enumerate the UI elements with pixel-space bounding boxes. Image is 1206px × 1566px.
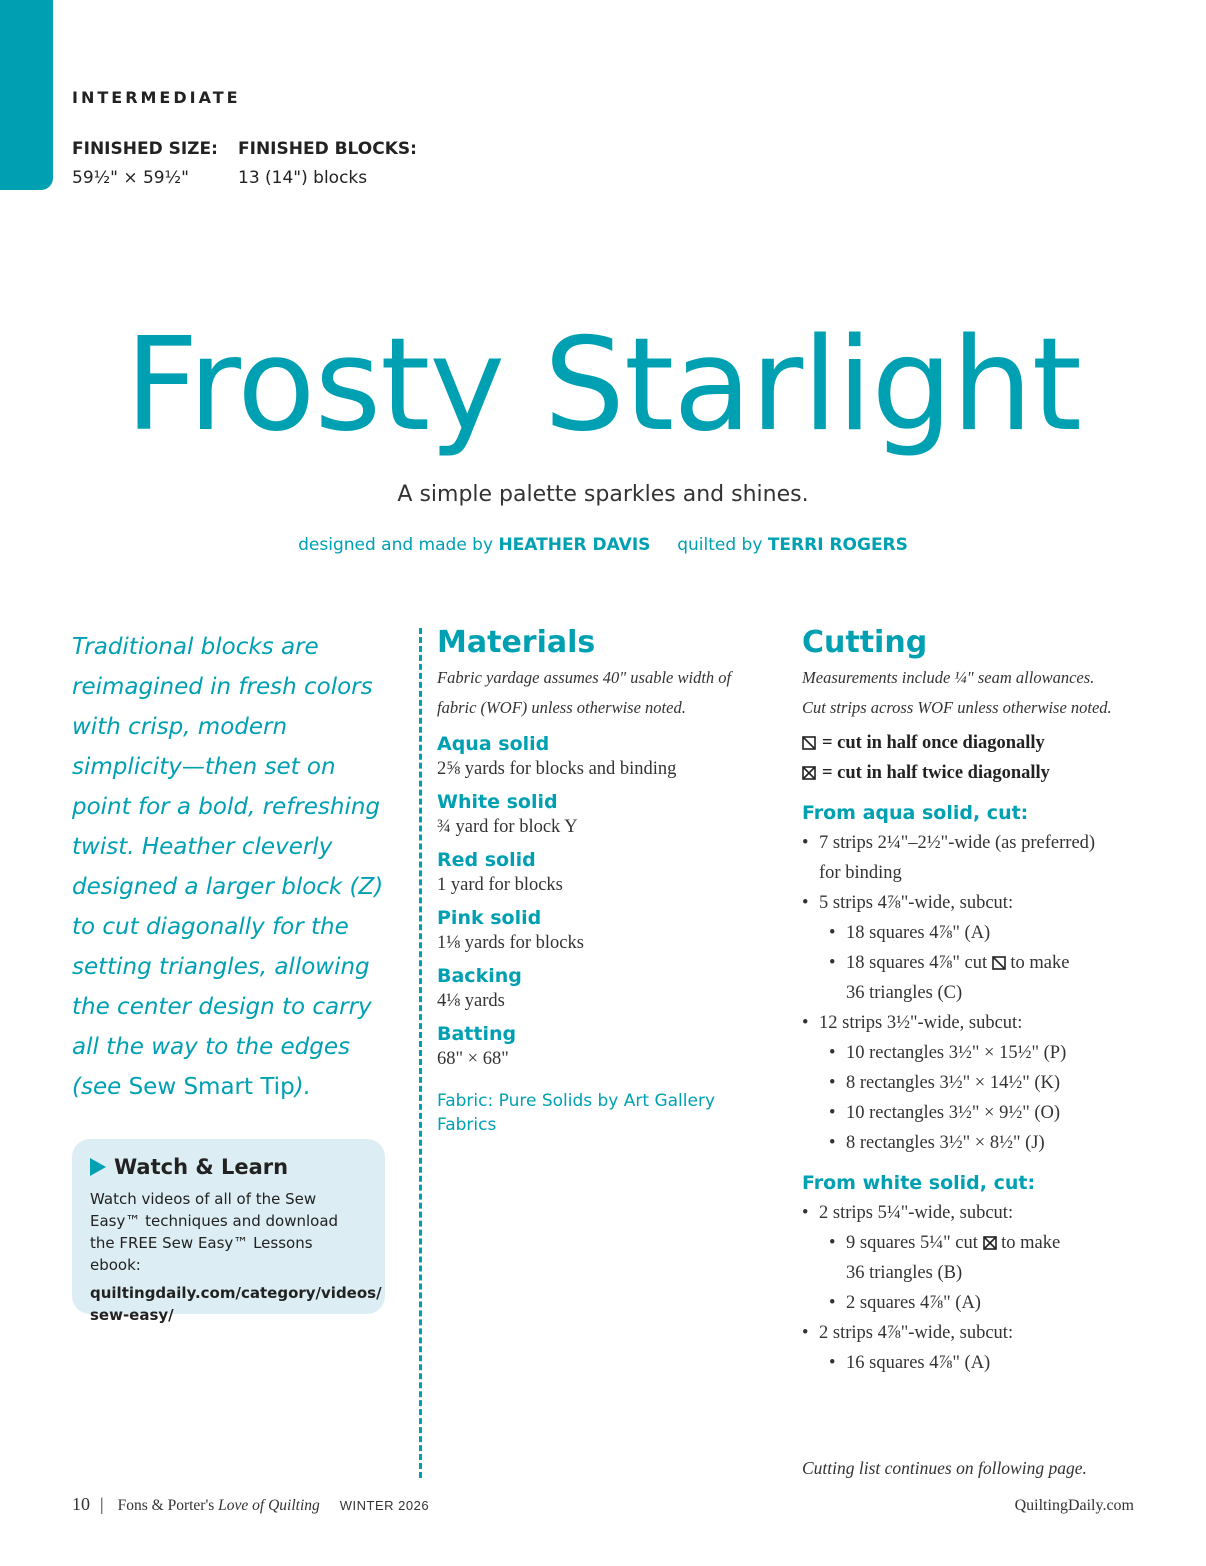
material-item xyxy=(437,905,767,955)
watch-link[interactable]: quiltingdaily.com/category/videos/ sew-easy/ xyxy=(90,1284,382,1324)
white-cut-heading: From white solid, cut: xyxy=(802,1172,1036,1194)
material-item xyxy=(437,789,767,839)
intro-body: Traditional blocks are reimagined in fresh colors with crisp, modern simplicity—then set on point for a bold, refreshing twist. Heather cleverly designed a larger block (Z) to cut diagonally for the setting triangles, allowing the center design to carry all the way to the edges (see xyxy=(72,634,384,1100)
skill-level: INTERMEDIATE xyxy=(72,88,241,107)
list-item: 36 triangles (C) xyxy=(846,983,963,1003)
material-quantity: ¾ yard for block Y xyxy=(437,817,578,837)
pattern-subtitle: A simple palette sparkles and shines. xyxy=(397,482,809,507)
aqua-cut-list xyxy=(802,828,1162,1158)
legend-once xyxy=(802,728,1162,758)
material-quantity: 4⅛ yards xyxy=(437,991,505,1011)
materials-heading: Materials xyxy=(437,625,596,660)
list-item: • 7 strips 2¼"–2½"-wide (as preferred) xyxy=(802,828,1162,858)
column-divider xyxy=(419,628,422,1478)
cutting-note-1: Measurements include ¼" seam allowances. xyxy=(802,668,1095,687)
pattern-title: Frosty Starlight xyxy=(125,311,1081,460)
designer-name: HEATHER DAVIS xyxy=(498,535,651,555)
credits xyxy=(0,535,1206,555)
list-item: 36 triangles (B) xyxy=(846,1263,963,1283)
half-square-once-icon xyxy=(992,956,1006,970)
list-item-text: to make xyxy=(1010,953,1070,973)
finished-size-value: 59½" × 59½" xyxy=(72,168,189,188)
list-item: • 10 rectangles 3½" × 15½" (P) xyxy=(802,1038,1162,1068)
magazine-prefix: Fons & Porter's xyxy=(117,1497,215,1514)
finished-size-label: FINISHED SIZE: xyxy=(72,139,218,159)
corner-tab xyxy=(0,0,53,190)
cutting-heading: Cutting xyxy=(802,625,928,660)
material-item xyxy=(437,731,767,781)
footer-separator: | xyxy=(100,1494,104,1514)
list-item xyxy=(802,1228,1162,1258)
material-item xyxy=(437,1021,767,1071)
quarter-square-twice-icon xyxy=(802,766,816,780)
material-name: Batting xyxy=(437,1023,517,1045)
legend-twice-text: = cut in half twice diagonally xyxy=(822,763,1050,783)
aqua-cut-heading: From aqua solid, cut: xyxy=(802,802,1029,824)
page-footer xyxy=(72,1494,1134,1515)
cutting-column xyxy=(802,623,1162,1378)
finished-blocks-value: 13 (14") blocks xyxy=(238,168,368,188)
legend-once-text: = cut in half once diagonally xyxy=(822,733,1045,753)
list-item: • 18 squares 4⅞" (A) xyxy=(802,918,1162,948)
watch-and-learn-callout xyxy=(72,1139,385,1324)
quarter-square-twice-icon xyxy=(983,1236,997,1250)
finished-blocks-label: FINISHED BLOCKS: xyxy=(238,139,417,159)
material-item xyxy=(437,963,767,1013)
legend-twice xyxy=(802,758,1162,788)
issue-label: WINTER 2026 xyxy=(339,1498,430,1513)
material-name: White solid xyxy=(437,791,558,813)
finished-size xyxy=(72,139,218,188)
intro-text xyxy=(72,627,397,1107)
finished-blocks xyxy=(238,139,417,188)
watch-header xyxy=(90,1155,367,1179)
list-item-text: 18 squares 4⅞" cut xyxy=(846,953,988,973)
continues-note: Cutting list continues on following page. xyxy=(802,1458,1087,1478)
white-cut-list xyxy=(802,1198,1162,1378)
material-name: Backing xyxy=(437,965,522,987)
materials-note: Fabric yardage assumes 40" usable width of fabric (WOF) unless otherwise noted. xyxy=(437,668,732,717)
designed-prefix: designed and made by xyxy=(298,535,494,555)
list-item: • 12 strips 3½"-wide, subcut: xyxy=(802,1008,1162,1038)
material-quantity: 1⅛ yards for blocks xyxy=(437,933,584,953)
materials-column xyxy=(437,623,767,1137)
list-item: for binding xyxy=(819,863,902,883)
material-name: Red solid xyxy=(437,849,536,871)
intro-close: ). xyxy=(294,1074,311,1100)
list-item: • 8 rectangles 3½" × 14½" (K) xyxy=(802,1068,1162,1098)
material-item xyxy=(437,847,767,897)
watch-title: Watch & Learn xyxy=(114,1155,289,1179)
list-item xyxy=(802,948,1162,978)
page-number: 10 xyxy=(72,1494,90,1514)
material-quantity: 68" × 68" xyxy=(437,1049,509,1069)
list-item: • 2 squares 4⅞" (A) xyxy=(802,1288,1162,1318)
watch-body: Watch videos of all of the Sew Easy™ techniques and download the FREE Sew Easy™ Lessons ebook: xyxy=(90,1190,339,1274)
list-item-text: to make xyxy=(1001,1233,1061,1253)
magazine-title: Love of Quilting xyxy=(218,1497,320,1514)
material-name: Aqua solid xyxy=(437,733,550,755)
list-item-text: 9 squares 5¼" cut xyxy=(846,1233,978,1253)
material-quantity: 2⅝ yards for blocks and binding xyxy=(437,759,677,779)
list-item: • 5 strips 4⅞"-wide, subcut: xyxy=(802,888,1162,918)
magazine-name xyxy=(118,1497,320,1515)
fabric-note: Fabric: Pure Solids by Art Gallery Fabrics xyxy=(437,1091,716,1135)
site-url[interactable]: QuiltingDaily.com xyxy=(1014,1497,1134,1514)
list-item: • 2 strips 4⅞"-wide, subcut: xyxy=(802,1318,1162,1348)
materials-list xyxy=(437,731,767,1071)
list-item: • 16 squares 4⅞" (A) xyxy=(802,1348,1162,1378)
play-icon xyxy=(90,1158,106,1176)
intro-tip-name: Sew Smart Tip xyxy=(128,1074,295,1100)
quilted-prefix: quilted by xyxy=(677,535,763,555)
cutting-note-2: Cut strips across WOF unless otherwise noted. xyxy=(802,698,1112,717)
material-name: Pink solid xyxy=(437,907,542,929)
list-item: • 8 rectangles 3½" × 8½" (J) xyxy=(802,1128,1162,1158)
list-item: • 10 rectangles 3½" × 9½" (O) xyxy=(802,1098,1162,1128)
list-item: • 2 strips 5¼"-wide, subcut: xyxy=(802,1198,1162,1228)
half-square-once-icon xyxy=(802,736,816,750)
material-quantity: 1 yard for blocks xyxy=(437,875,563,895)
quilter-name: TERRI ROGERS xyxy=(767,535,908,555)
